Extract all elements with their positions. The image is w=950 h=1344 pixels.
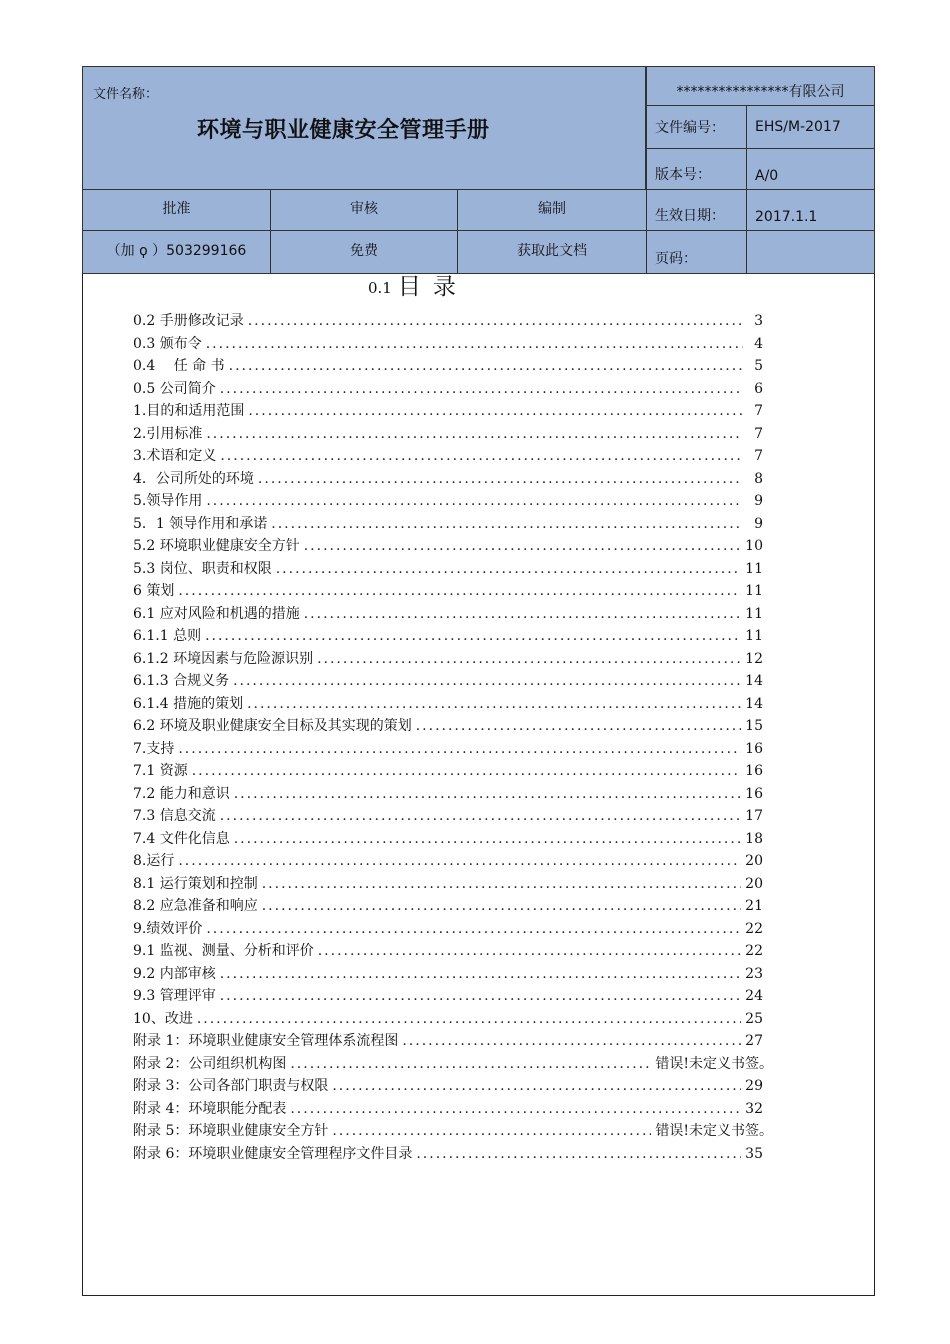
toc-entry-page[interactable]: 27 <box>745 1033 763 1049</box>
toc-entry-title[interactable]: 6.2 环境及职业健康安全目标及其实现的策划 <box>133 718 412 734</box>
toc-entry-title[interactable]: 6.1 应对风险和机遇的措施 <box>133 605 300 622</box>
toc-entry[interactable] <box>133 490 773 513</box>
toc-entry[interactable] <box>133 310 773 333</box>
toc-leader-dots <box>178 580 741 603</box>
toc-entry-page[interactable]: 16 <box>745 740 763 757</box>
toc-leader-dots <box>262 873 741 896</box>
toc-entry-title[interactable]: 9.1 监视、测量、分析和评价 <box>133 943 314 959</box>
toc-leader-dots <box>317 648 741 671</box>
toc-entry[interactable] <box>133 940 773 963</box>
toc-leader-dots <box>416 1143 741 1166</box>
toc-leader-dots <box>304 603 741 626</box>
doc-no-cell <box>746 105 875 149</box>
toc-entry-page[interactable]: 11 <box>745 628 763 644</box>
toc-leader-dots <box>206 490 743 513</box>
toc-entry[interactable] <box>133 558 773 581</box>
toc-entry-title[interactable]: 8.1 运行策划和控制 <box>133 875 258 892</box>
toc-entry[interactable] <box>133 648 773 671</box>
toc-leader-dots <box>205 625 741 648</box>
toc-entry-title[interactable]: 0.3 颁布令 <box>133 335 202 352</box>
effective-date-label: 生效日期： <box>655 208 725 224</box>
toc-entry-page[interactable]: 32 <box>745 1100 763 1117</box>
toc-leader-dots <box>258 468 743 491</box>
toc-leader-dots <box>290 1098 741 1121</box>
toc-entry-page[interactable]: 9 <box>754 493 763 509</box>
toc-entry[interactable] <box>133 805 773 828</box>
toc-leader-dots <box>178 850 741 873</box>
page-value-cell <box>746 230 875 274</box>
toc-leader-dots <box>262 895 741 918</box>
toc-leader-dots <box>248 310 743 333</box>
toc-entry-title[interactable]: 5.3 岗位、职责和权限 <box>133 560 272 577</box>
free-text: 免费 <box>350 243 378 259</box>
toc-entry-page[interactable]: 7 <box>754 425 763 442</box>
toc-entry-title[interactable]: 9.2 内部审核 <box>133 965 216 982</box>
toc-entry-page[interactable]: 5 <box>754 358 763 374</box>
toc-entry[interactable] <box>133 918 773 941</box>
doc-no-label-cell <box>646 105 747 149</box>
toc-entry-title[interactable]: 0.5 公司简介 <box>133 380 216 397</box>
toc-entry[interactable] <box>133 580 773 603</box>
contact-text: （加 ϙ ）503299166 <box>106 243 247 259</box>
toc-heading <box>368 268 468 301</box>
toc-entry-page[interactable]: 18 <box>745 830 763 847</box>
toc-entry-page[interactable]: 16 <box>745 785 763 802</box>
toc-entry[interactable] <box>133 985 773 1008</box>
toc-leader-dots <box>276 558 741 581</box>
doc-no-label: 文件编号： <box>655 120 725 136</box>
toc-leader-dots <box>233 670 741 693</box>
get-document-cell[interactable] <box>457 230 647 274</box>
toc-entry-title[interactable]: 附录 3：公司各部门职责与权限 <box>133 1078 329 1094</box>
toc-entry-page[interactable]: 29 <box>745 1078 763 1094</box>
toc-entry-title[interactable]: 4．公司所处的环境 <box>133 470 254 487</box>
toc-entry[interactable] <box>133 895 773 918</box>
toc-entry-page[interactable]: 24 <box>745 988 763 1004</box>
toc-leader-dots <box>234 783 741 806</box>
review-cell <box>270 189 458 231</box>
toc-entry[interactable] <box>133 468 773 491</box>
toc-entry[interactable] <box>133 715 773 738</box>
toc-leader-dots <box>220 963 741 986</box>
contact-cell <box>82 230 271 274</box>
toc-entry-page[interactable]: 35 <box>745 1145 763 1162</box>
toc-entry-page[interactable]: 22 <box>745 943 763 959</box>
toc-entry-title[interactable]: 3.术语和定义 <box>133 448 217 464</box>
toc-entry[interactable] <box>133 963 773 986</box>
toc-entry[interactable] <box>133 873 773 896</box>
page-label-cell <box>646 230 747 274</box>
toc-entry[interactable] <box>133 1120 773 1143</box>
company-name: ****************有限公司 <box>676 84 845 100</box>
toc-leader-dots <box>234 828 741 851</box>
toc-leader-dots <box>332 1120 651 1143</box>
toc-entry[interactable] <box>133 603 773 626</box>
toc-entry-title[interactable]: 附录 6：环境职业健康安全管理程序文件目录 <box>133 1145 413 1162</box>
company-name-cell <box>646 66 875 106</box>
toc-entry-title[interactable]: 附录 1：环境职业健康安全管理体系流程图 <box>133 1033 399 1049</box>
effective-date-label-cell <box>646 189 747 231</box>
toc-entry-page[interactable]: 错误!未定义书签。 <box>655 1123 773 1139</box>
toc-entry-page[interactable]: 10 <box>745 538 763 554</box>
toc-leader-dots <box>206 918 741 941</box>
toc-entry-title[interactable]: 5．1 领导作用和承诺 <box>133 515 268 532</box>
toc-entry[interactable] <box>133 513 773 536</box>
toc-entry-title[interactable]: 附录 2：公司组织机构图 <box>133 1055 287 1072</box>
file-name-label: 文件名称： <box>93 87 159 102</box>
toc-entry-page[interactable]: 14 <box>745 673 763 689</box>
toc-entry-title[interactable]: 7.支持 <box>133 740 175 757</box>
toc-entry-title[interactable]: 6.1.1 总则 <box>133 628 202 644</box>
toc-entry-title[interactable]: 8.运行 <box>133 853 175 869</box>
toc-entry-title[interactable]: 10、改进 <box>133 1010 193 1027</box>
toc-heading-number: 0.1 <box>368 279 392 297</box>
toc-entry-title[interactable]: 7.3 信息交流 <box>133 808 216 824</box>
toc-entry-page[interactable]: 11 <box>745 605 763 622</box>
toc-leader-dots <box>304 535 741 558</box>
toc-entry-page[interactable]: 错误!未定义书签。 <box>655 1055 773 1072</box>
toc-leader-dots <box>220 378 743 401</box>
toc-entry[interactable] <box>133 693 773 716</box>
review-label: 审核 <box>350 201 378 217</box>
toc-entry[interactable] <box>133 535 773 558</box>
toc-entry-title[interactable]: 6.1.2 环境因素与危险源识别 <box>133 650 314 667</box>
toc-entry-page[interactable]: 12 <box>745 650 763 667</box>
toc-leader-dots <box>248 400 743 423</box>
toc-heading-text: 目录 <box>397 274 468 300</box>
toc-entry-page[interactable]: 11 <box>745 583 763 599</box>
toc-entry[interactable] <box>133 670 773 693</box>
toc-entry-page[interactable]: 6 <box>754 380 763 397</box>
toc-entry[interactable] <box>133 1008 773 1031</box>
toc-entry-title[interactable]: 5.领导作用 <box>133 493 203 509</box>
toc-entry[interactable] <box>133 333 773 356</box>
toc-entry-title[interactable]: 6 策划 <box>133 583 175 599</box>
toc-entry-page[interactable]: 25 <box>745 1010 763 1027</box>
toc-entry-page[interactable]: 4 <box>754 335 763 352</box>
page-label: 页码： <box>655 251 697 267</box>
toc-entry-title[interactable]: 0.2 手册修改记录 <box>133 313 244 329</box>
toc-leader-dots <box>220 805 741 828</box>
approve-label: 批准 <box>162 201 191 217</box>
toc-entry-title[interactable]: 2.引用标准 <box>133 425 203 442</box>
toc-entry-page[interactable]: 9 <box>754 515 763 532</box>
version-cell <box>746 148 875 190</box>
toc-entry-page[interactable]: 20 <box>745 875 763 892</box>
toc-entry[interactable] <box>133 423 773 446</box>
compile-label: 编制 <box>538 201 566 217</box>
toc-leader-dots <box>206 333 743 356</box>
toc-entry-title[interactable]: 附录 4：环境职能分配表 <box>133 1100 287 1117</box>
toc-entry[interactable] <box>133 850 773 873</box>
toc-entry-page[interactable]: 16 <box>745 763 763 779</box>
toc-entry[interactable] <box>133 760 773 783</box>
doc-no-value: EHS/M-2017 <box>755 119 841 135</box>
document-title-block <box>82 66 646 190</box>
toc-entry-title[interactable]: 9.3 管理评审 <box>133 988 216 1004</box>
toc-leader-dots <box>206 423 743 446</box>
toc-leader-dots <box>271 513 743 536</box>
toc-entry-page[interactable]: 22 <box>745 920 763 937</box>
toc-entry[interactable] <box>133 828 773 851</box>
toc-entry-page[interactable]: 7 <box>754 448 763 464</box>
toc-entry-page[interactable]: 20 <box>745 853 763 869</box>
effective-date-cell <box>746 189 875 231</box>
toc-entry-page[interactable]: 23 <box>745 965 763 982</box>
toc-entry[interactable] <box>133 400 773 423</box>
toc-entry[interactable] <box>133 1075 773 1098</box>
compile-cell <box>457 189 647 231</box>
toc-entry-title[interactable]: 6.1.4 措施的策划 <box>133 695 244 712</box>
toc-entry[interactable] <box>133 445 773 468</box>
toc-entry-page[interactable]: 3 <box>754 313 763 329</box>
toc-leader-dots <box>220 985 741 1008</box>
toc-entry-title[interactable]: 6.1.3 合规义务 <box>133 673 230 689</box>
toc-entry[interactable] <box>133 738 773 761</box>
toc-entry-page[interactable]: 7 <box>754 403 763 419</box>
toc-entry[interactable] <box>133 783 773 806</box>
toc-leader-dots <box>247 693 741 716</box>
toc-entry-title[interactable]: 5.2 环境职业健康安全方针 <box>133 538 300 554</box>
toc-entry-page[interactable]: 21 <box>745 898 763 914</box>
toc-entry-title[interactable]: 8.2 应急准备和响应 <box>133 898 258 914</box>
toc-leader-dots <box>178 738 741 761</box>
toc-leader-dots <box>220 445 743 468</box>
toc-entry[interactable] <box>133 1143 773 1166</box>
toc-leader-dots <box>318 940 741 963</box>
get-document-link[interactable]: 获取此文档 <box>517 243 587 259</box>
toc-entry-title[interactable]: 7.4 文件化信息 <box>133 830 230 847</box>
toc-entry[interactable] <box>133 625 773 648</box>
toc-entry[interactable] <box>133 355 773 378</box>
toc-leader-dots <box>416 715 741 738</box>
version-label-cell <box>646 148 747 190</box>
toc-leader-dots <box>402 1030 741 1053</box>
toc-entry-page[interactable]: 11 <box>745 560 763 577</box>
toc-entry[interactable] <box>133 1098 773 1121</box>
toc-entry-title[interactable]: 7.1 资源 <box>133 763 188 779</box>
toc-entry[interactable] <box>133 378 773 401</box>
toc-entry-title[interactable]: 附录 5：环境职业健康安全方针 <box>133 1123 329 1139</box>
toc-entry[interactable] <box>133 1053 773 1076</box>
toc-leader-dots <box>229 355 743 378</box>
toc-entry-page[interactable]: 17 <box>745 808 763 824</box>
approve-cell <box>82 189 271 231</box>
effective-date-value: 2017.1.1 <box>755 209 818 225</box>
version-label: 版本号： <box>655 167 711 183</box>
toc-leader-dots <box>332 1075 741 1098</box>
toc-entry-page[interactable]: 14 <box>745 695 763 712</box>
toc-entry-page[interactable]: 15 <box>745 718 763 734</box>
toc-entry-title[interactable]: 9.绩效评价 <box>133 920 203 937</box>
toc-leader-dots <box>197 1008 741 1031</box>
toc-entry[interactable] <box>133 1030 773 1053</box>
document-title: 环境与职业健康安全管理手册 <box>197 118 490 143</box>
table-of-contents <box>133 310 773 1165</box>
toc-entry-title[interactable]: 7.2 能力和意识 <box>133 785 230 802</box>
toc-leader-dots <box>290 1053 651 1076</box>
toc-entry-title[interactable]: 1.目的和适用范围 <box>133 403 245 419</box>
toc-leader-dots <box>192 760 741 783</box>
toc-entry-page[interactable]: 8 <box>754 470 763 487</box>
toc-entry-title[interactable]: 0.4 任 命 书 <box>133 358 225 374</box>
version-value: A/0 <box>755 168 779 184</box>
